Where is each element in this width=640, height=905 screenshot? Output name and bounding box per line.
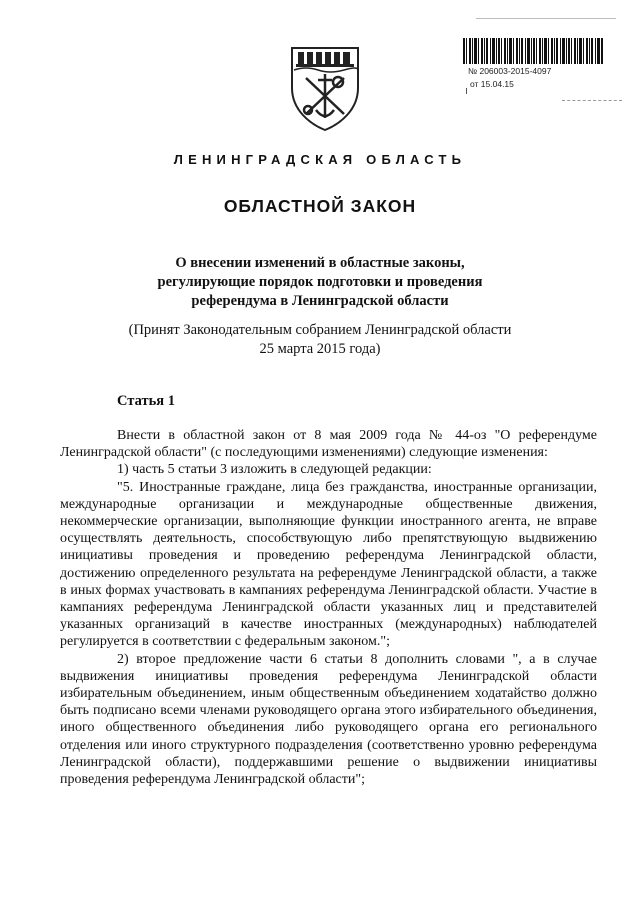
document-type: ОБЛАСТНОЙ ЗАКОН	[223, 196, 417, 216]
registration-date: от 15.04.15	[470, 79, 514, 89]
scan-mark	[466, 88, 467, 94]
body-paragraph: 2) второе предложение части 6 статьи 8 дополнить словами ", а в случае выдвижения инициативы проведения референдума Ленинградской области избирательным объединением, иным общественным объединением ходатайство должно быть подписано всеми членами руководящего органа этого избирательного объединения, иного общественного объединения либо руководящего органа его регионального отделения или иного структурного подразделения (соответственно уровню референдума Ленинградской области), поддержавшими решение о выдвижении инициативы проведения референдума Ленинградской области";	[60, 651, 597, 788]
law-title-line: референдума в Ленинградской области	[191, 293, 449, 309]
top-scan-line	[476, 18, 616, 19]
law-title	[0, 254, 640, 311]
registration-number: № 206003-2015-4097	[468, 66, 552, 76]
adoption-note-line: (Принят Законодательным собранием Ленинградской области	[128, 322, 512, 338]
body-paragraph: Внести в областной закон от 8 мая 2009 года № 44-оз "О референдуме Ленинградской области" (с последующими изменениями) следующие изменения:	[60, 428, 597, 461]
body-paragraph: 1) часть 5 статьи 3 изложить в следующей редакции:	[117, 462, 432, 478]
adoption-note	[0, 321, 640, 359]
law-title-line: О внесении изменений в областные законы,	[175, 255, 465, 271]
barcode	[463, 38, 603, 64]
scan-dash-line	[562, 100, 622, 101]
article-body	[60, 427, 597, 788]
article-heading: Статья 1	[117, 393, 175, 409]
body-paragraph: "5. Иностранные граждане, лица без гражданства, иностранные организации, международные организации и международные общественные движения, некоммерческие организации, выполняющие функции иностранного агента, не вправе осуществлять деятельность, способствующую либо препятствующую выдвижению инициативы проведения и проведению референдума Ленинградской области, достижению определенного результата на референдуме Ленинградской области, а также в иных формах участвовать в кампаниях референдума Ленинградской области. Участие в кампаниях референдума Ленинградской области указанных лиц и представителей указанных организаций в качестве иностранных (международных) наблюдателей регулируется в соответствии с федеральным законом.";	[60, 479, 597, 650]
region-heading: ЛЕНИНГРАДСКАЯ ОБЛАСТЬ	[173, 152, 467, 167]
adoption-note-line: 25 марта 2015 года)	[259, 341, 381, 357]
law-title-line: регулирующие порядок подготовки и проведения	[157, 274, 483, 290]
coat-of-arms-emblem	[288, 44, 362, 132]
